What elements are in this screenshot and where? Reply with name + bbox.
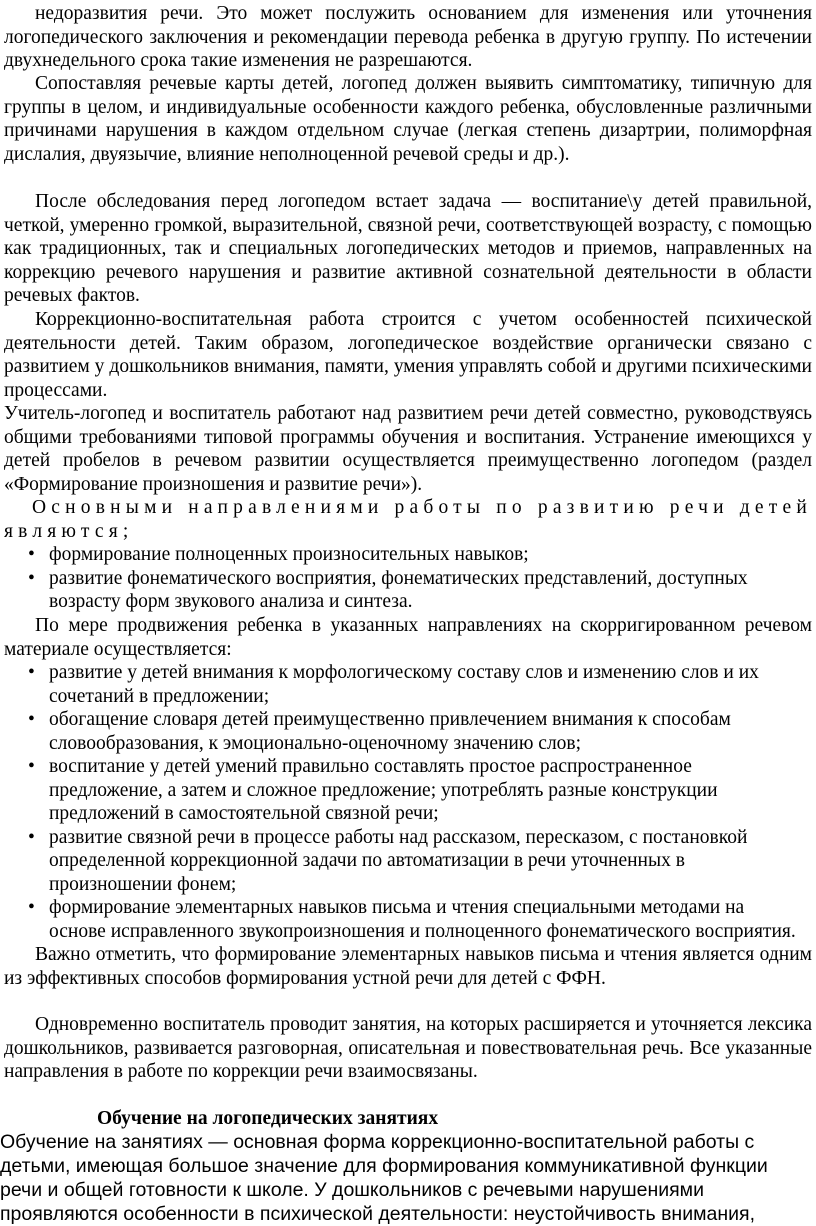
bullet-icon: • bbox=[28, 709, 35, 730]
bullet-icon: • bbox=[28, 897, 35, 918]
list-item-text: развитие связной речи в процессе работы над рассказом, пересказом, с постановкой определенной коррекционной задачи по автоматизации в речи уточненных в произношении фонем; bbox=[49, 826, 748, 895]
paragraph-classes-training: Обучение на занятиях — основная форма коррекционно-воспитательной работы с детьми, имеющая большое значение для формирования коммуникативной функции речи и общей готовности к школе. У дошкольников с речевыми нарушениями проявляются особенности в психической деятельности: неустойчивость внимания, bbox=[0, 1131, 768, 1225]
list-item-text: развитие фонематического восприятия, фонематических представлений, доступных возрасту форм звукового анализа и синтеза. bbox=[49, 567, 748, 612]
paragraph-speech-delay: недоразвития речи. Это может послужить основанием для изменения или уточнения логопедического заключения и рекомендации перевода ребенка в другую группу. По истечении двухнедельного срока такие изменения не разрешаются. bbox=[4, 3, 812, 71]
progress-directions-list bbox=[4, 661, 804, 943]
section-heading: Обучение на логопедических занятиях bbox=[97, 1108, 439, 1129]
main-directions-list bbox=[4, 543, 804, 614]
bullet-icon: • bbox=[28, 544, 35, 565]
paragraph-speech-cards: Сопоставляя речевые карты детей, логопед должен выявить симптоматику, типичную для группы в целом, и индивидуальные особенности каждого ребенка, обусловленные различными причинами нарушения в каждом отдельном случае (легкая степень дизартрии, полиморфная дислалия, двуязычие, влияние неполноценной речевой среды и др.). bbox=[4, 73, 812, 165]
list-item bbox=[4, 661, 804, 708]
paragraph-progress: По мере продвижения ребенка в указанных направлениях на скорригированном речевом материале осуществляется: bbox=[4, 615, 812, 660]
bullet-icon: • bbox=[28, 567, 35, 589]
bullet-icon: • bbox=[28, 662, 35, 683]
list-item bbox=[4, 755, 804, 826]
bullet-icon: • bbox=[28, 756, 35, 777]
paragraph-educator-classes: Одновременно воспитатель проводит занятия, на которых расширяется и уточняется лексика дошкольников, развивается разговорная, описательная и повествовательная речь. Все указанные направления в работе по коррекции речи взаимосвязаны. bbox=[4, 1014, 812, 1082]
list-item bbox=[4, 826, 804, 897]
paragraph-teacher-cooperation: Учитель-логопед и воспитатель работают над развитием речи детей совместно, руководствуясь общими требованиями типовой программы обучения и воспитания. Устранение имеющихся у детей пробелов в речевом развитии осуществляется преимущественно логопедом (раздел «Формирование произношения и развитие речи»). bbox=[4, 403, 812, 495]
list-item bbox=[4, 543, 804, 567]
paragraph-writing-reading: Важно отметить, что формирование элементарных навыков письма и чтения является одним из эффективных способов формирования устной речи для детей с ФФН. bbox=[4, 944, 812, 989]
bullet-icon: • bbox=[28, 826, 35, 848]
list-item bbox=[4, 896, 804, 943]
paragraph-main-directions: Основными направлениями работы по развитию речи детей являются; bbox=[4, 497, 812, 542]
list-item-text: формирование элементарных навыков письма и чтения специальными методами на основе исправленного звукопроизношения и полноценного фонематического восприятия. bbox=[49, 897, 796, 942]
list-item bbox=[4, 708, 804, 755]
list-item bbox=[4, 567, 804, 614]
list-item-text: обогащение словаря детей преимущественно привлечением внимания к способам словообразования, к эмоционально-оценочному значению слов; bbox=[49, 709, 731, 754]
list-item-text: формирование полноценных произносительных навыков; bbox=[49, 544, 529, 565]
paragraph-correction-work: Коррекционно-воспитательная работа строится с учетом особенностей психической деятельности детей. Таким образом, логопедическое воздействие органически связано с развитием у дошкольников внимания, памяти, умения управлять собой и другими психическими процессами. bbox=[4, 309, 812, 401]
list-item-text: воспитание у детей умений правильно составлять простое распространенное предложение, а затем и сложное предложение; употреблять разные конструкции предложений в самостоятельной связной речи; bbox=[49, 756, 718, 824]
paragraph-speech-therapist-task: После обследования перед логопедом встает задача — воспитание\у детей правильной, четкой, умеренно громкой, выразительной, связной речи, соответствующей возрасту, с помощью как традиционных, так и специальных логопедических методов и приемов, направленных на коррекцию речевого нарушения и развитие активной сознательной деятельности в области речевых фактов. bbox=[4, 191, 812, 306]
list-item-text: развитие у детей внимания к морфологическому составу слов и изменению слов и их сочетаний в предложении; bbox=[49, 662, 759, 707]
